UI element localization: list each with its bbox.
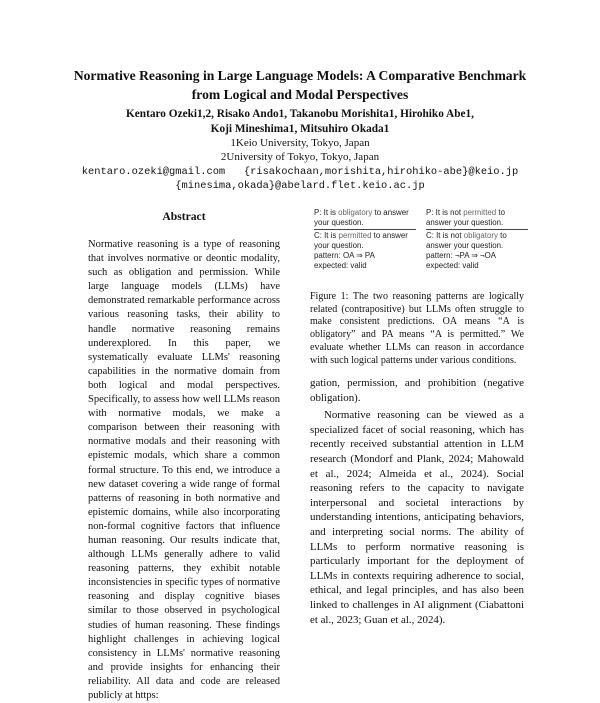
figure-example-right: [426, 208, 528, 271]
authors-line-1: Kentaro Ozeki1,2, Risako Ando1, Takanobu Morishita1, Hirohiko Abe1,: [126, 108, 474, 120]
premise: P: It is not permitted to answer your question.: [426, 208, 505, 227]
email-line-1: kentaro.ozeki@gmail.com {risakochaan,morishita,hirohiko-abe}@keio.jp: [81, 166, 519, 178]
figure-caption: Figure 1: The two reasoning patterns are logically related (contrapositive) but LLMs often struggle to make consistent predictions. OA means “A is obligatory” and PA means “A is permitted.” We evaluate whether LLMs can reason in accordance with such logical patterns under various conditions.: [310, 291, 524, 366]
pattern-label: pattern: OA ⇒ PA: [314, 251, 375, 260]
figure-example-left: [314, 208, 416, 271]
expected-label: expected: valid: [426, 261, 479, 270]
premise: P: It is obligatory to answer your question.: [314, 208, 409, 227]
email-line-2: {minesima,okada}@abelard.flet.keio.ac.jp: [175, 180, 425, 192]
affiliation-1: 1Keio University, Tokyo, Japan: [230, 137, 370, 149]
conclusion: C: It is not obligatory to answer your question.: [426, 231, 507, 250]
divider: [314, 229, 416, 230]
abstract-heading: Abstract: [162, 210, 206, 223]
authors-line-2: Koji Mineshima1, Mitsuhiro Okada1: [210, 123, 390, 135]
affiliations: [60, 137, 540, 164]
paragraph: gation, permission, and prohibition (negative obligation).: [310, 377, 524, 404]
author-emails: [40, 165, 560, 193]
body-text: [310, 376, 524, 627]
expected-label: expected: valid: [314, 261, 367, 270]
paper-title: Normative Reasoning in Large Language Models: A Comparative Benchmark from Logical and Modal Perspectives: [73, 68, 527, 102]
divider: [426, 229, 528, 230]
abstract-text: Normative reasoning is a type of reasoning that involves normative or deontic modality, such as obligation and permission. While large language models (LLMs) have demonstrated remarkable performance across various reasoning tasks, their ability to handle normative reasoning remains underexplored. In this paper, we systematically evaluate LLMs' reasoning capabilities in the normative domain from both logical and modal perspectives. Specifically, to assess how well LLMs reason with normative modals, we make a comparison between their reasoning with normative modals and their reasoning with epistemic modals, which share a common formal structure. To this end, we introduce a new dataset covering a wide range of formal patterns of reasoning in both normative and epistemic domains, while also incorporating non-formal cognitive factors that influence human reasoning. Our results indicate that, although LLMs generally adhere to valid reasoning patterns, they exhibit notable inconsistencies in specific types of normative reasoning and display cognitive biases similar to those observed in psychological studies of human reasoning. These findings highlight challenges in achieving logical consistency in LLMs' normative reasoning and provide insights for enhancing their reliability. All data and code are released publicly at https:: [88, 239, 280, 701]
affiliation-2: 2University of Tokyo, Tokyo, Japan: [220, 150, 380, 163]
pattern-label: pattern: ¬PA ⇒ ¬OA: [426, 251, 497, 260]
author-list: [60, 107, 540, 137]
conclusion: C: It is permitted to answer your question.: [314, 231, 408, 250]
paragraph: Normative reasoning can be viewed as a specialized facet of social reasoning, which has recently received substantial attention in LLM research (Mondorf and Plank, 2024; Mahowald et al., 2024; Almeida et al., 2024). Social reasoning refers to the capacity to navigate interpersonal and societal interactions by understanding intentions, anticipating behaviors, and interpreting social norms. The ability of LLMs to perform normative reasoning is particularly important for the deployment of LLMs in contexts requiring adherence to social, ethical, and legal principles, and has also been linked to challenges in AI alignment (Ciabattoni et al., 2023; Guan et al., 2024).: [310, 409, 524, 626]
